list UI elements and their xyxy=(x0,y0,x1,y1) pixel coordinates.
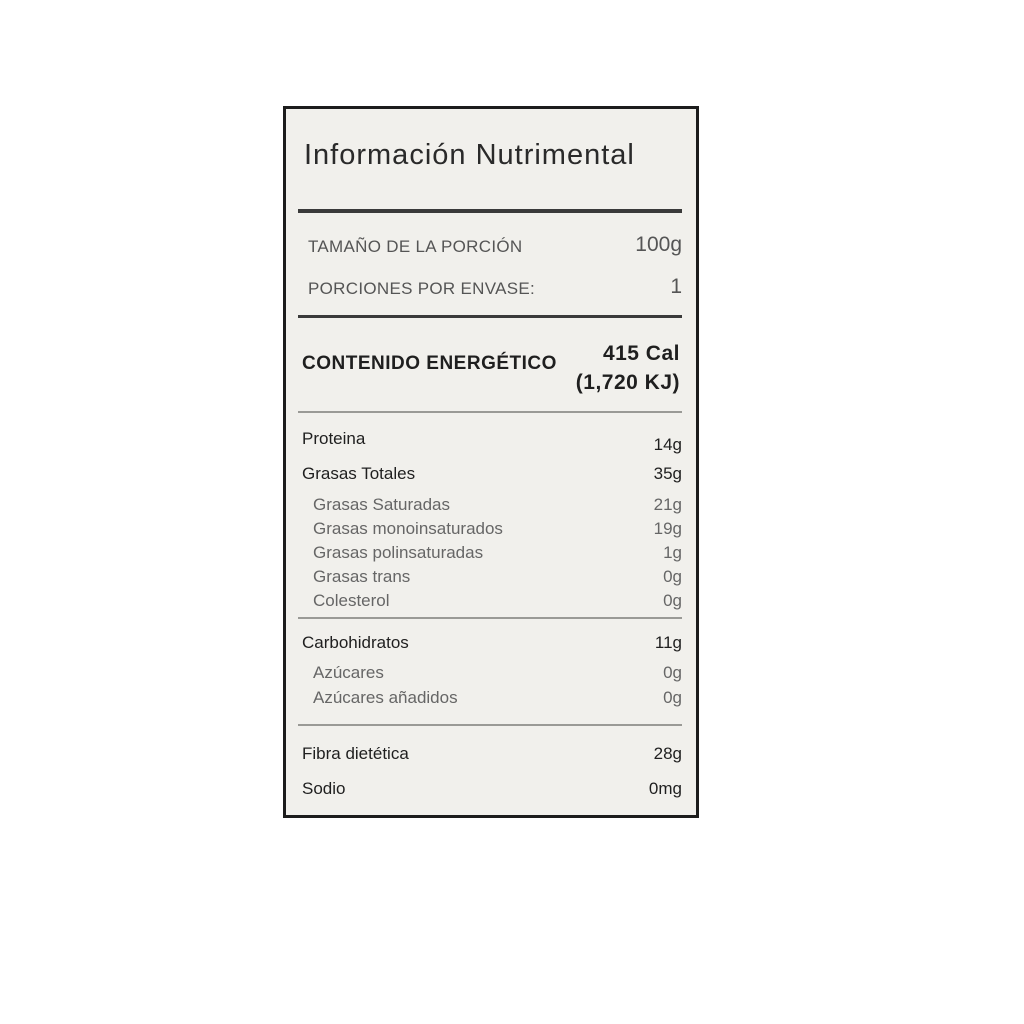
sodium-row xyxy=(302,779,682,799)
divider-thick xyxy=(298,209,682,213)
carbs-sub-label: Azúcares xyxy=(313,663,384,682)
energy-kj: (1,720 KJ) xyxy=(575,371,680,394)
total-fat-value: 35g xyxy=(653,464,682,483)
carbs-value: 11g xyxy=(654,633,682,652)
fiber-row xyxy=(302,744,682,764)
serving-size-row xyxy=(302,233,682,257)
protein-row xyxy=(302,429,682,454)
fat-sub-row xyxy=(302,591,682,611)
fat-sub-label: Grasas Saturadas xyxy=(313,495,451,514)
fat-sub-value: 19g xyxy=(653,519,682,538)
carbs-sub-row xyxy=(302,663,682,683)
carbs-row xyxy=(302,633,682,653)
carbs-sub-value: 0g xyxy=(663,663,682,682)
sodium-label: Sodio xyxy=(302,779,346,798)
fat-sub-value: 0g xyxy=(663,591,682,610)
fat-sub-value: 1g xyxy=(663,543,682,562)
serving-size-label: TAMAÑO DE LA PORCIÓN xyxy=(308,237,523,256)
sodium-value: 0mg xyxy=(648,779,682,798)
carbs-sub-label: Azúcares añadidos xyxy=(313,688,458,707)
fat-sub-label: Grasas monoinsaturados xyxy=(313,519,503,538)
servings-per-container-value: 1 xyxy=(670,275,682,298)
fat-sub-row xyxy=(302,567,682,587)
carbs-sub-row xyxy=(302,688,682,708)
fiber-value: 28g xyxy=(653,744,682,763)
carbs-label: Carbohidratos xyxy=(302,633,409,652)
energy-label: CONTENIDO ENERGÉTICO xyxy=(302,353,557,374)
fiber-label: Fibra dietética xyxy=(302,744,409,763)
fat-sub-label: Colesterol xyxy=(313,591,390,610)
servings-per-container-label: PORCIONES POR ENVASE: xyxy=(308,279,536,298)
total-fat-label: Grasas Totales xyxy=(302,464,416,483)
serving-size-value: 100g xyxy=(635,233,682,256)
energy-cal: 415 Cal xyxy=(602,342,680,365)
fat-sub-row xyxy=(302,495,682,515)
fat-sub-value: 0g xyxy=(663,567,682,586)
servings-per-container-row xyxy=(302,275,682,299)
fat-sub-row xyxy=(302,543,682,563)
fat-sub-row xyxy=(302,519,682,539)
divider-energy xyxy=(298,411,682,413)
fat-sub-label: Grasas polinsaturadas xyxy=(313,543,484,562)
divider-serving xyxy=(298,315,682,318)
divider-carbs xyxy=(298,724,682,726)
fat-sub-label: Grasas trans xyxy=(313,567,411,586)
total-fat-row xyxy=(302,464,682,484)
nutrition-label xyxy=(283,106,699,818)
energy-values xyxy=(576,339,680,397)
fat-sub-value: 21g xyxy=(653,495,682,514)
protein-value: 14g xyxy=(653,435,682,454)
protein-label: Proteina xyxy=(302,429,366,448)
carbs-sub-value: 0g xyxy=(663,688,682,707)
divider-fats xyxy=(298,617,682,619)
label-title: Información Nutrimental xyxy=(304,139,635,171)
